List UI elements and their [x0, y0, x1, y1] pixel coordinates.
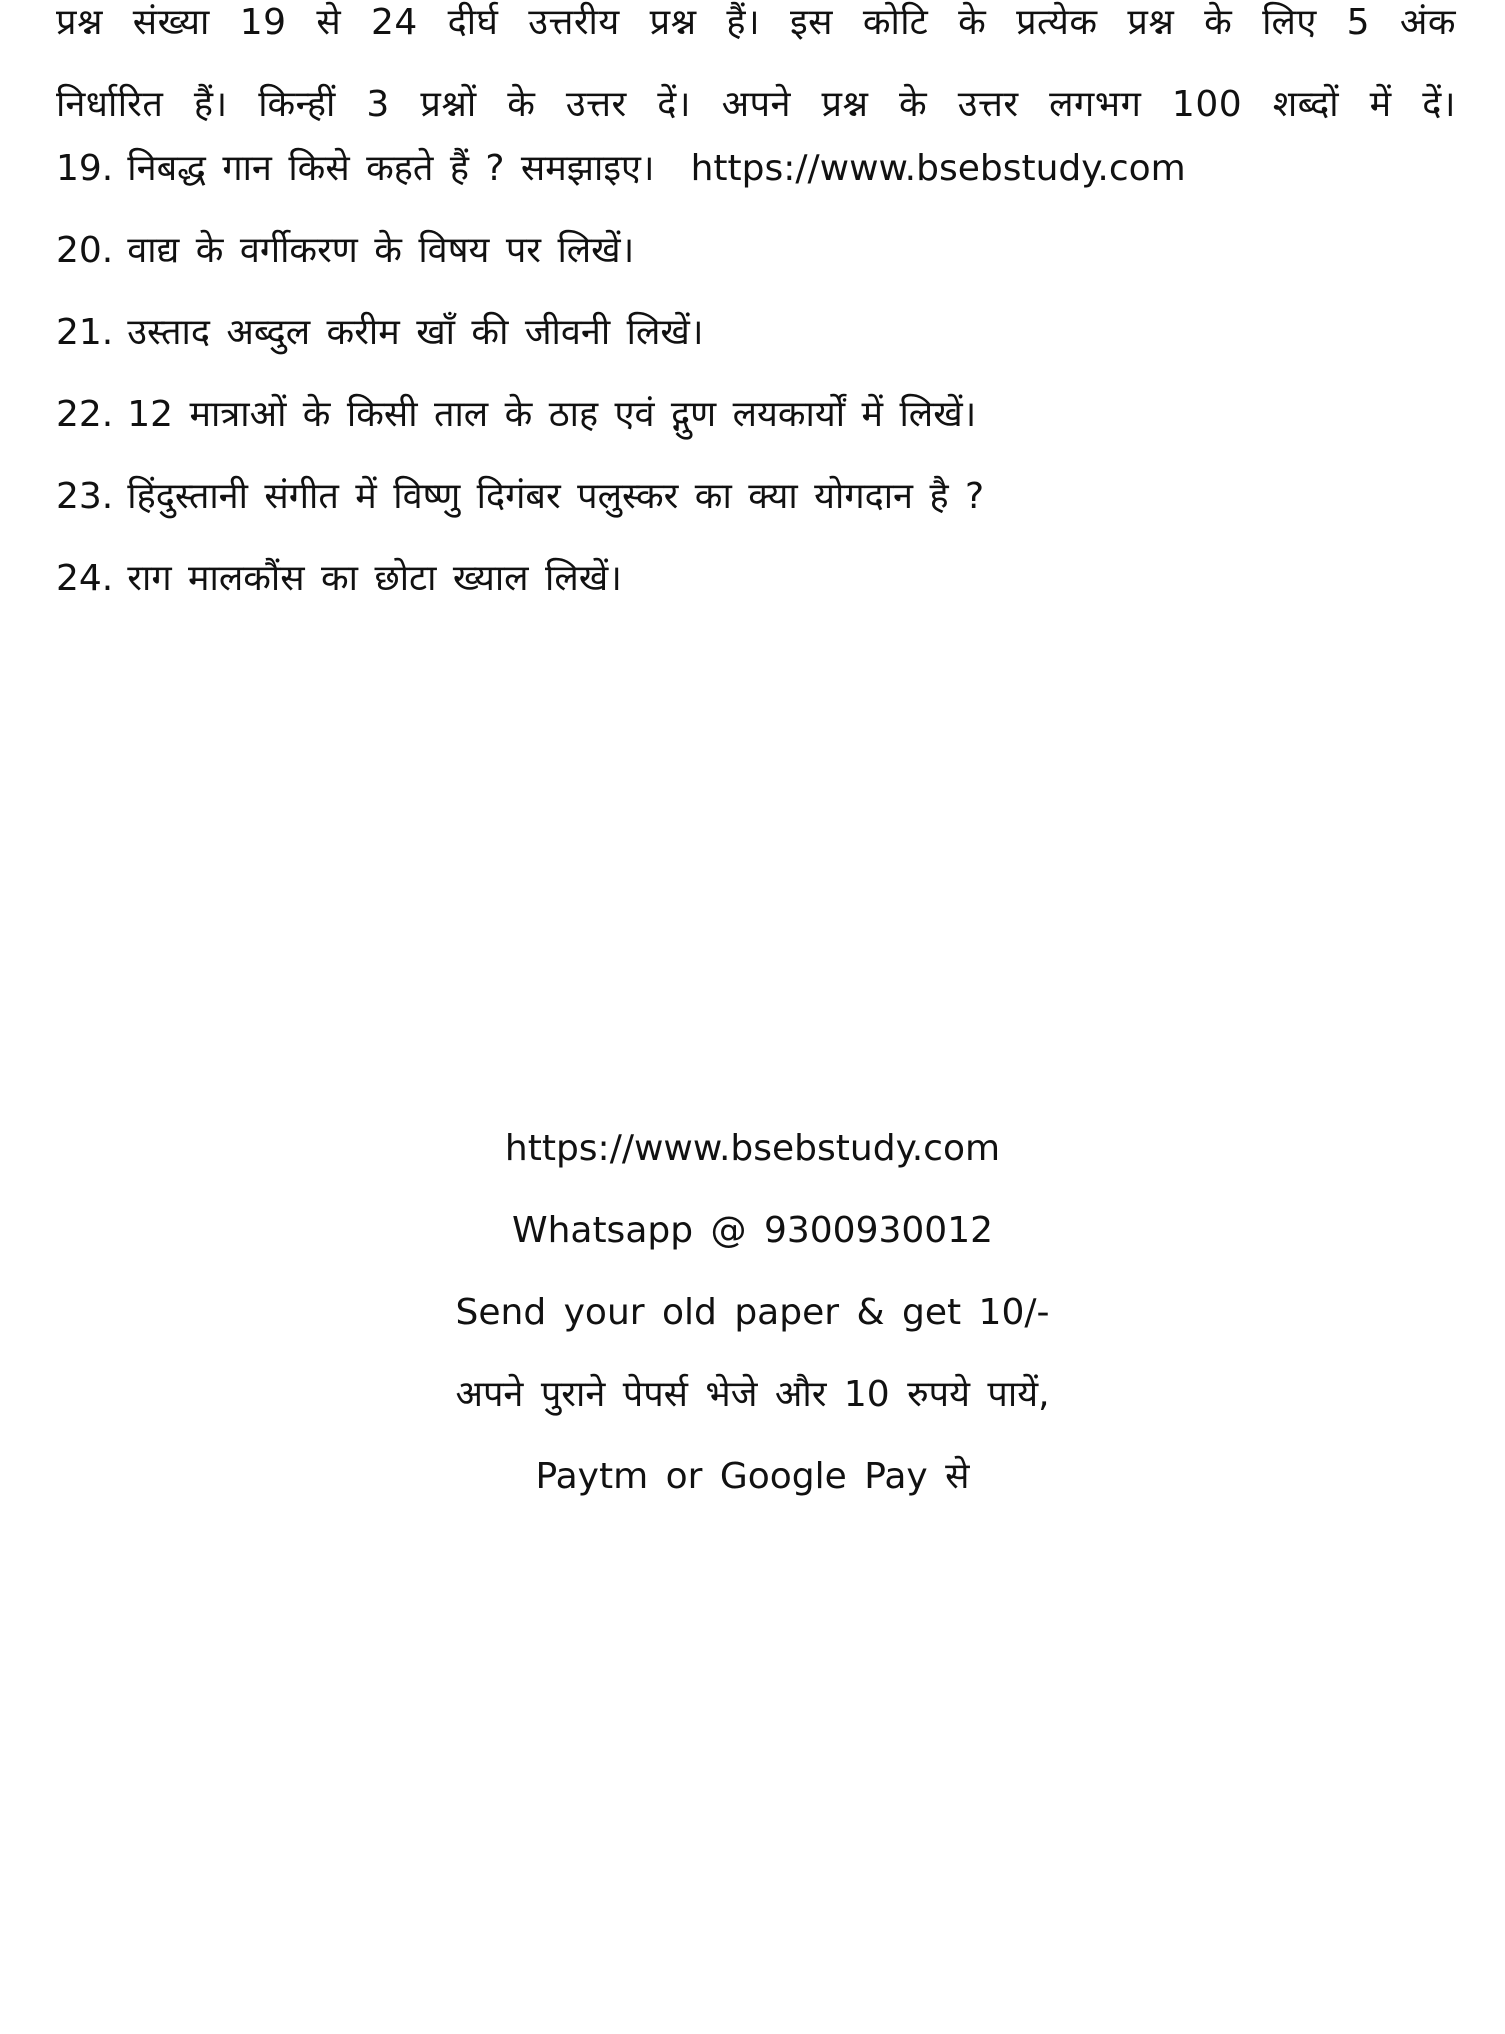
question-20 — [56, 224, 1476, 306]
instruction-line-1: प्रश्न संख्या 19 से 24 दीर्घ उत्तरीय प्रश्न हैं। इस कोटि के प्रत्येक प्रश्न के लिए 5 अंक — [56, 2, 1456, 43]
question-number: 22. — [56, 394, 114, 435]
question-22 — [56, 388, 1476, 470]
question-number: 19. — [56, 148, 114, 189]
question-23 — [56, 470, 1476, 552]
instruction-line-2: निर्धारित हैं। किन्हीं 3 प्रश्नों के उत्तर दें। अपने प्रश्न के उत्तर लगभग 100 शब्दों में दें। — [56, 84, 1456, 125]
question-number: 20. — [56, 230, 114, 271]
payment-methods: Paytm or Google Pay से — [535, 1456, 970, 1497]
question-24 — [56, 552, 1476, 634]
question-19 — [56, 142, 1476, 224]
footer-website-url[interactable]: https://www.bsebstudy.com — [504, 1128, 1001, 1169]
question-text: निबद्ध गान किसे कहते हैं ? समझाइए। — [127, 148, 655, 189]
question-text: हिंदुस्तानी संगीत में विष्णु दिगंबर पलुस्कर का क्या योगदान है ? — [127, 476, 985, 517]
question-number: 24. — [56, 558, 114, 599]
question-text: उस्ताद अब्दुल करीम खाँ की जीवनी लिखें। — [127, 312, 704, 353]
question-list — [56, 142, 1476, 634]
offer-english: Send your old paper & get 10/- — [455, 1292, 1050, 1333]
whatsapp-contact: Whatsapp @ 9300930012 — [511, 1210, 994, 1251]
offer-hindi: अपने पुराने पेपर्स भेजे और 10 रुपये पायें, — [455, 1374, 1050, 1415]
question-text: राग मालकौंस का छोटा ख्याल लिखें। — [127, 558, 622, 599]
question-text: 12 मात्राओं के किसी ताल के ठाह एवं द्गुण लयकार्यों में लिखें। — [127, 394, 977, 435]
question-21 — [56, 306, 1476, 388]
question-number: 21. — [56, 312, 114, 353]
website-url[interactable]: https://www.bsebstudy.com — [690, 148, 1186, 189]
instructions — [56, 0, 1456, 146]
promo-footer — [0, 1122, 1505, 1532]
question-number: 23. — [56, 476, 114, 517]
question-text: वाद्य के वर्गीकरण के विषय पर लिखें। — [127, 230, 635, 271]
